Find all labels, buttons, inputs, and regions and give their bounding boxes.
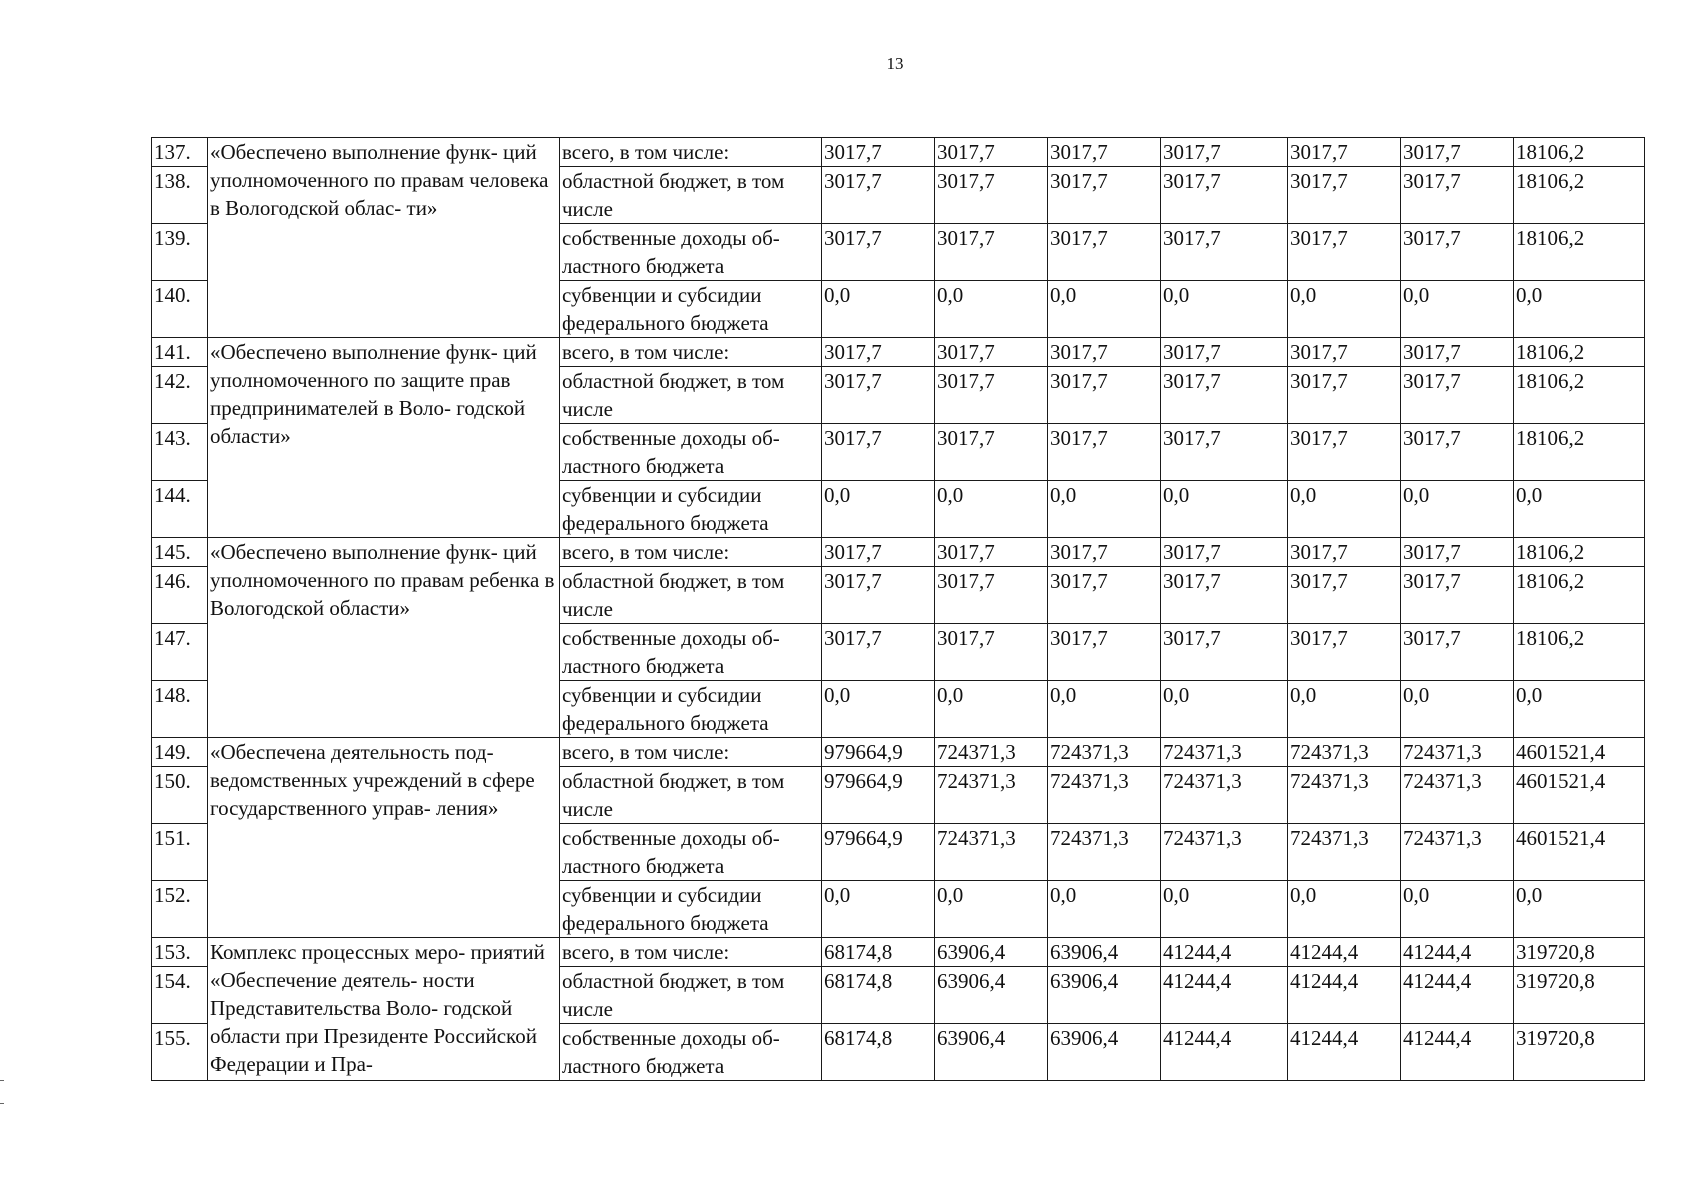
- year-value-cell: 3017,7: [1401, 538, 1514, 567]
- year-value-cell: 0,0: [1401, 281, 1514, 338]
- total-value-cell: 4601521,4: [1514, 738, 1645, 767]
- year-value-cell: 3017,7: [1288, 338, 1401, 367]
- year-value-cell: 724371,3: [1048, 738, 1161, 767]
- year-value-cell: 0,0: [1048, 281, 1161, 338]
- total-value-cell: 319720,8: [1514, 938, 1645, 967]
- year-value-cell: 724371,3: [1401, 738, 1514, 767]
- year-value-cell: 0,0: [1401, 481, 1514, 538]
- year-value-cell: 3017,7: [935, 538, 1048, 567]
- table-row: [152, 138, 1645, 167]
- funding-source-cell: всего, в том числе:: [560, 538, 822, 567]
- year-value-cell: 3017,7: [1401, 567, 1514, 624]
- year-value-cell: 41244,4: [1401, 967, 1514, 1024]
- row-number-cell: 152.: [152, 881, 208, 938]
- year-value-cell: 0,0: [1401, 881, 1514, 938]
- year-value-cell: 3017,7: [1288, 538, 1401, 567]
- year-value-cell: 3017,7: [1161, 538, 1288, 567]
- year-value-cell: 3017,7: [935, 224, 1048, 281]
- year-value-cell: 3017,7: [1288, 138, 1401, 167]
- funding-source-cell: областной бюджет, в том числе: [560, 167, 822, 224]
- funding-source-cell: собственные доходы об- ластного бюджета: [560, 424, 822, 481]
- year-value-cell: 3017,7: [935, 624, 1048, 681]
- year-value-cell: 68174,8: [822, 938, 935, 967]
- funding-source-cell: всего, в том числе:: [560, 938, 822, 967]
- measure-name-cell: Комплекс процессных меро- приятий «Обеспечение деятель- ности Представительства Воло- годской области при Президенте Российской Федерации и Пра-: [208, 938, 560, 1081]
- year-value-cell: 0,0: [1161, 281, 1288, 338]
- row-number-cell: 139.: [152, 224, 208, 281]
- year-value-cell: 0,0: [1161, 881, 1288, 938]
- row-number-cell: 150.: [152, 767, 208, 824]
- year-value-cell: 3017,7: [822, 424, 935, 481]
- year-value-cell: 63906,4: [1048, 967, 1161, 1024]
- year-value-cell: 68174,8: [822, 1024, 935, 1081]
- year-value-cell: 3017,7: [1161, 167, 1288, 224]
- row-number-cell: 141.: [152, 338, 208, 367]
- total-value-cell: 18106,2: [1514, 624, 1645, 681]
- row-number-cell: 154.: [152, 967, 208, 1024]
- year-value-cell: 0,0: [1288, 281, 1401, 338]
- year-value-cell: 0,0: [1288, 481, 1401, 538]
- year-value-cell: 41244,4: [1161, 938, 1288, 967]
- funding-source-cell: областной бюджет, в том числе: [560, 367, 822, 424]
- total-value-cell: 18106,2: [1514, 538, 1645, 567]
- year-value-cell: 3017,7: [1401, 138, 1514, 167]
- total-value-cell: 0,0: [1514, 681, 1645, 738]
- year-value-cell: 3017,7: [1048, 224, 1161, 281]
- year-value-cell: 0,0: [1048, 481, 1161, 538]
- year-value-cell: 724371,3: [935, 738, 1048, 767]
- year-value-cell: 3017,7: [1401, 224, 1514, 281]
- year-value-cell: 724371,3: [935, 824, 1048, 881]
- year-value-cell: 3017,7: [1288, 424, 1401, 481]
- year-value-cell: 979664,9: [822, 767, 935, 824]
- year-value-cell: 0,0: [1048, 881, 1161, 938]
- total-value-cell: 0,0: [1514, 881, 1645, 938]
- year-value-cell: 724371,3: [1401, 767, 1514, 824]
- year-value-cell: 3017,7: [1048, 167, 1161, 224]
- year-value-cell: 3017,7: [822, 367, 935, 424]
- year-value-cell: 3017,7: [1401, 624, 1514, 681]
- funding-source-cell: областной бюджет, в том числе: [560, 967, 822, 1024]
- year-value-cell: 0,0: [1161, 481, 1288, 538]
- year-value-cell: 3017,7: [1048, 424, 1161, 481]
- year-value-cell: 3017,7: [1288, 567, 1401, 624]
- year-value-cell: 3017,7: [1401, 167, 1514, 224]
- row-number-cell: 138.: [152, 167, 208, 224]
- row-number-cell: 155.: [152, 1024, 208, 1081]
- measure-name-cell: «Обеспечена деятельность под- ведомственных учреждений в сфере государственного управ- ления»: [208, 738, 560, 938]
- row-number-cell: 145.: [152, 538, 208, 567]
- year-value-cell: 3017,7: [1048, 538, 1161, 567]
- total-value-cell: 18106,2: [1514, 567, 1645, 624]
- year-value-cell: 41244,4: [1401, 1024, 1514, 1081]
- funding-source-cell: всего, в том числе:: [560, 138, 822, 167]
- year-value-cell: 3017,7: [1048, 138, 1161, 167]
- year-value-cell: 3017,7: [1048, 338, 1161, 367]
- funding-source-cell: всего, в том числе:: [560, 738, 822, 767]
- row-number-cell: 147.: [152, 624, 208, 681]
- year-value-cell: 3017,7: [935, 167, 1048, 224]
- year-value-cell: 3017,7: [1048, 624, 1161, 681]
- year-value-cell: 63906,4: [935, 967, 1048, 1024]
- year-value-cell: 3017,7: [935, 338, 1048, 367]
- year-value-cell: 0,0: [822, 281, 935, 338]
- year-value-cell: 3017,7: [935, 138, 1048, 167]
- year-value-cell: 3017,7: [822, 338, 935, 367]
- year-value-cell: 0,0: [935, 481, 1048, 538]
- year-value-cell: 41244,4: [1161, 1024, 1288, 1081]
- measure-name-cell: «Обеспечено выполнение функ- ций уполномоченного по правам человека в Вологодской облас- ти»: [208, 138, 560, 338]
- year-value-cell: 41244,4: [1288, 938, 1401, 967]
- total-value-cell: 18106,2: [1514, 167, 1645, 224]
- total-value-cell: 0,0: [1514, 281, 1645, 338]
- funding-source-cell: собственные доходы об- ластного бюджета: [560, 624, 822, 681]
- row-number-cell: 142.: [152, 367, 208, 424]
- year-value-cell: 724371,3: [1288, 767, 1401, 824]
- row-number-cell: 153.: [152, 938, 208, 967]
- funding-source-cell: субвенции и субсидии федерального бюджета: [560, 681, 822, 738]
- year-value-cell: 3017,7: [1161, 424, 1288, 481]
- year-value-cell: 0,0: [935, 281, 1048, 338]
- funding-source-cell: всего, в том числе:: [560, 338, 822, 367]
- year-value-cell: 3017,7: [1288, 624, 1401, 681]
- year-value-cell: 3017,7: [822, 138, 935, 167]
- year-value-cell: 3017,7: [935, 424, 1048, 481]
- year-value-cell: 41244,4: [1288, 1024, 1401, 1081]
- year-value-cell: 724371,3: [1161, 738, 1288, 767]
- funding-source-cell: собственные доходы об- ластного бюджета: [560, 224, 822, 281]
- year-value-cell: 724371,3: [1288, 738, 1401, 767]
- year-value-cell: 0,0: [822, 881, 935, 938]
- year-value-cell: 724371,3: [1161, 767, 1288, 824]
- year-value-cell: 0,0: [1288, 881, 1401, 938]
- measure-name-cell: «Обеспечено выполнение функ- ций уполномоченного по правам ребенка в Вологодской области»: [208, 538, 560, 738]
- funding-source-cell: областной бюджет, в том числе: [560, 767, 822, 824]
- year-value-cell: 3017,7: [1401, 367, 1514, 424]
- year-value-cell: 3017,7: [822, 224, 935, 281]
- total-value-cell: 18106,2: [1514, 138, 1645, 167]
- year-value-cell: 41244,4: [1288, 967, 1401, 1024]
- year-value-cell: 3017,7: [822, 624, 935, 681]
- total-value-cell: 18106,2: [1514, 424, 1645, 481]
- year-value-cell: 3017,7: [1288, 367, 1401, 424]
- year-value-cell: 63906,4: [935, 938, 1048, 967]
- margin-mark: [0, 1080, 4, 1104]
- year-value-cell: 724371,3: [1288, 824, 1401, 881]
- year-value-cell: 979664,9: [822, 824, 935, 881]
- total-value-cell: 319720,8: [1514, 967, 1645, 1024]
- row-number-cell: 151.: [152, 824, 208, 881]
- year-value-cell: 3017,7: [822, 567, 935, 624]
- total-value-cell: 4601521,4: [1514, 767, 1645, 824]
- year-value-cell: 3017,7: [935, 567, 1048, 624]
- funding-source-cell: субвенции и субсидии федерального бюджета: [560, 281, 822, 338]
- row-number-cell: 149.: [152, 738, 208, 767]
- total-value-cell: 319720,8: [1514, 1024, 1645, 1081]
- total-value-cell: 18106,2: [1514, 338, 1645, 367]
- total-value-cell: 18106,2: [1514, 224, 1645, 281]
- table-row: [152, 338, 1645, 367]
- row-number-cell: 140.: [152, 281, 208, 338]
- table-row: [152, 738, 1645, 767]
- year-value-cell: 68174,8: [822, 967, 935, 1024]
- year-value-cell: 0,0: [1161, 681, 1288, 738]
- year-value-cell: 3017,7: [1048, 367, 1161, 424]
- year-value-cell: 63906,4: [935, 1024, 1048, 1081]
- row-number-cell: 144.: [152, 481, 208, 538]
- row-number-cell: 148.: [152, 681, 208, 738]
- measure-name-cell: «Обеспечено выполнение функ- ций уполномоченного по защите прав предпринимателей в Воло- годской области»: [208, 338, 560, 538]
- year-value-cell: 0,0: [1401, 681, 1514, 738]
- table-body: [152, 138, 1645, 1081]
- year-value-cell: 724371,3: [1161, 824, 1288, 881]
- year-value-cell: 63906,4: [1048, 938, 1161, 967]
- year-value-cell: 0,0: [935, 681, 1048, 738]
- year-value-cell: 0,0: [935, 881, 1048, 938]
- year-value-cell: 3017,7: [1401, 338, 1514, 367]
- year-value-cell: 724371,3: [1048, 767, 1161, 824]
- year-value-cell: 3017,7: [822, 167, 935, 224]
- year-value-cell: 3017,7: [1161, 338, 1288, 367]
- row-number-cell: 137.: [152, 138, 208, 167]
- year-value-cell: 63906,4: [1048, 1024, 1161, 1081]
- year-value-cell: 3017,7: [822, 538, 935, 567]
- year-value-cell: 3017,7: [1288, 224, 1401, 281]
- total-value-cell: 0,0: [1514, 481, 1645, 538]
- page-number: 13: [886, 54, 904, 73]
- year-value-cell: 3017,7: [1161, 224, 1288, 281]
- row-number-cell: 143.: [152, 424, 208, 481]
- year-value-cell: 724371,3: [1048, 824, 1161, 881]
- year-value-cell: 41244,4: [1401, 938, 1514, 967]
- year-value-cell: 3017,7: [1161, 367, 1288, 424]
- table-row: [152, 938, 1645, 967]
- funding-source-cell: субвенции и субсидии федерального бюджета: [560, 881, 822, 938]
- year-value-cell: 3017,7: [1048, 567, 1161, 624]
- year-value-cell: 3017,7: [1161, 624, 1288, 681]
- funding-source-cell: собственные доходы об- ластного бюджета: [560, 1024, 822, 1081]
- funding-source-cell: областной бюджет, в том числе: [560, 567, 822, 624]
- year-value-cell: 3017,7: [935, 367, 1048, 424]
- year-value-cell: 979664,9: [822, 738, 935, 767]
- year-value-cell: 3017,7: [1161, 138, 1288, 167]
- year-value-cell: 724371,3: [1401, 824, 1514, 881]
- funding-source-cell: субвенции и субсидии федерального бюджета: [560, 481, 822, 538]
- year-value-cell: 0,0: [822, 481, 935, 538]
- year-value-cell: 3017,7: [1401, 424, 1514, 481]
- year-value-cell: 3017,7: [1161, 567, 1288, 624]
- row-number-cell: 146.: [152, 567, 208, 624]
- year-value-cell: 0,0: [822, 681, 935, 738]
- total-value-cell: 4601521,4: [1514, 824, 1645, 881]
- year-value-cell: 41244,4: [1161, 967, 1288, 1024]
- table-row: [152, 538, 1645, 567]
- funding-source-cell: собственные доходы об- ластного бюджета: [560, 824, 822, 881]
- total-value-cell: 18106,2: [1514, 367, 1645, 424]
- year-value-cell: 0,0: [1288, 681, 1401, 738]
- year-value-cell: 724371,3: [935, 767, 1048, 824]
- budget-table: [151, 137, 1645, 1081]
- year-value-cell: 0,0: [1048, 681, 1161, 738]
- year-value-cell: 3017,7: [1288, 167, 1401, 224]
